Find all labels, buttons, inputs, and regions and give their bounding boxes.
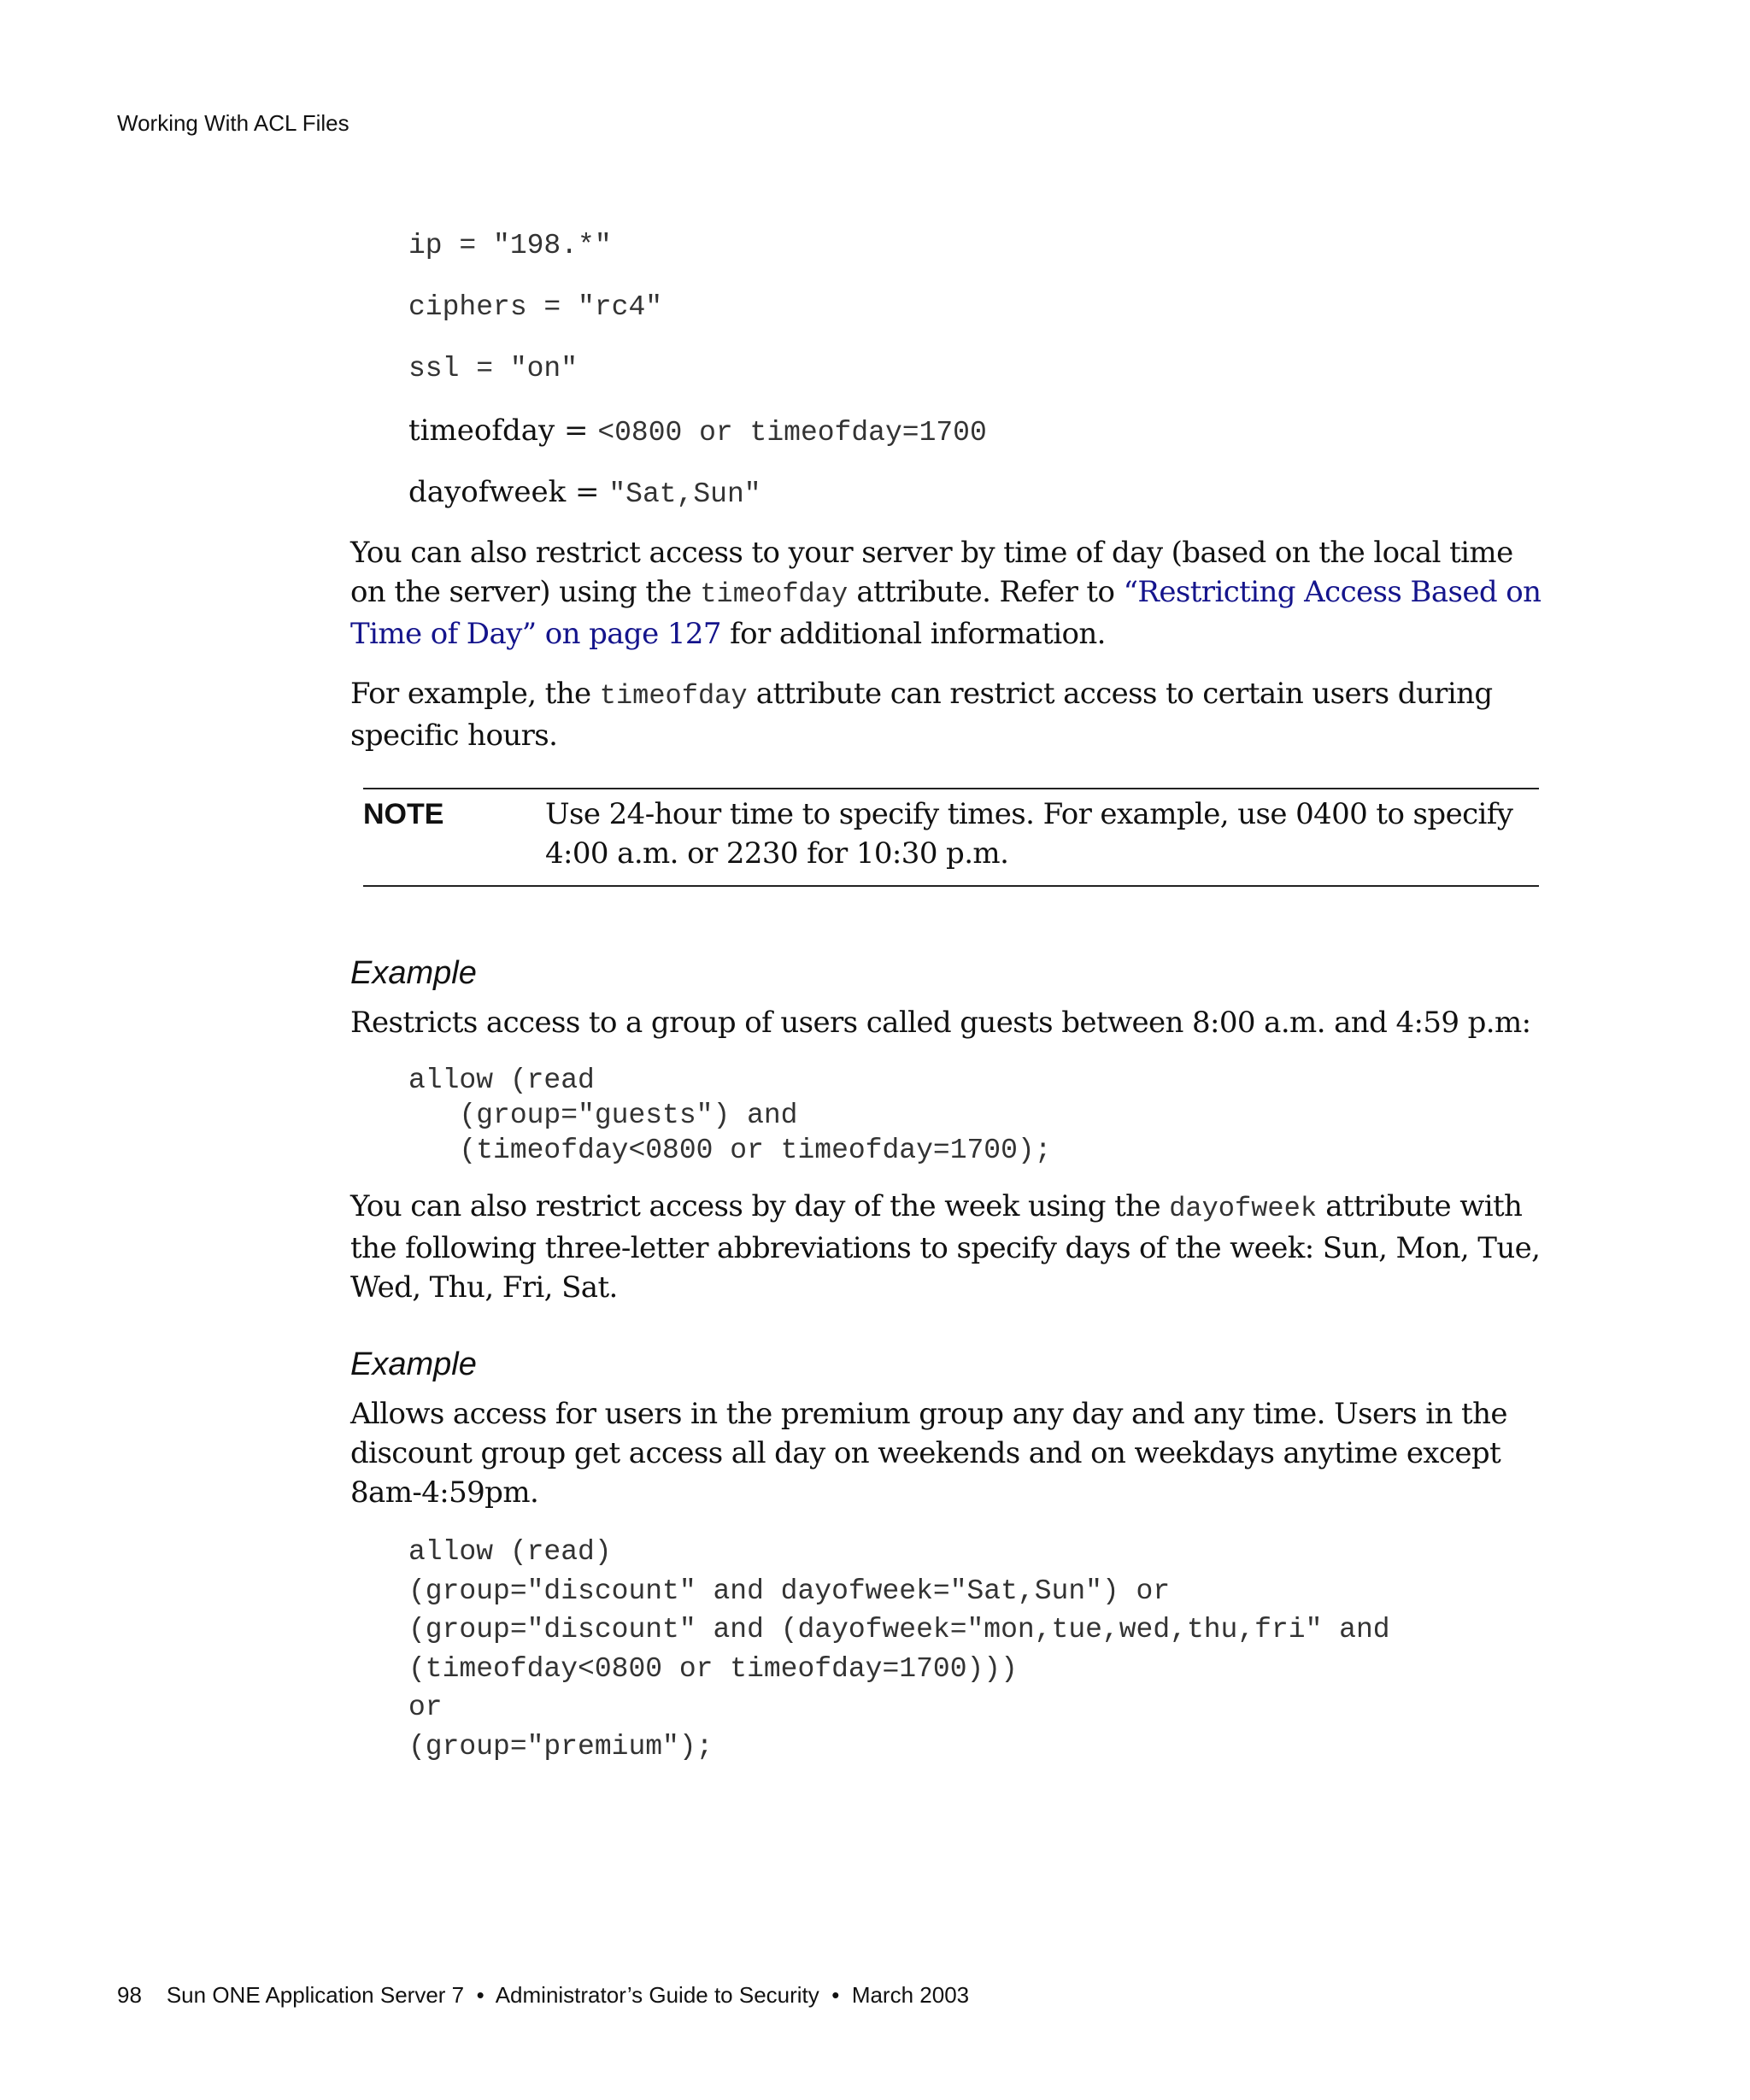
text: attribute with the following three-letter abbreviations to specify days of the week: Sun, Mon, Tue, Wed, Thu, Fri, Sat.	[350, 1189, 1541, 1305]
separator: •	[831, 1982, 840, 2008]
page-footer	[117, 1982, 969, 2009]
code-line-ssl	[408, 349, 1542, 410]
text: attribute can restrict access to certain users during specific hours.	[350, 677, 1493, 753]
running-head: Working With ACL Files	[117, 110, 349, 136]
code-block-guests: allow (read (group="guests") and (timeofday<0800 or timeofday=1700);	[408, 1065, 1052, 1166]
note-label: NOTE	[363, 798, 444, 830]
inline-code: dayofweek	[1169, 1193, 1318, 1224]
example-description: Allows access for users in the premium group any day and any time. Users in the discount group get access all day on weekends and on weekdays anytime except 8am-4:59pm.	[350, 1397, 1507, 1510]
paragraph-example-intro	[350, 674, 1542, 755]
code-text: ip = "198.*"	[408, 230, 612, 261]
code-text: ciphers = "rc4"	[408, 291, 663, 323]
paragraph-dayofweek	[350, 1187, 1542, 1307]
text: You can also restrict access by day of the week using the	[350, 1189, 1170, 1223]
text: attribute. Refer to	[848, 575, 1124, 609]
attr-name: timeofday	[408, 414, 555, 448]
example-heading: Example	[350, 1346, 477, 1382]
page-content	[350, 226, 1542, 1785]
text: for additional information.	[720, 617, 1106, 651]
separator: •	[476, 1982, 484, 2008]
guide-title: Administrator’s Guide to Security	[495, 1982, 819, 2008]
example-description: Restricts access to a group of users called guests between 8:00 a.m. and 4:59 p.m:	[350, 1006, 1531, 1040]
attr-equals: =	[566, 475, 609, 509]
code-text: <0800 or timeofday=1700	[597, 417, 987, 449]
note-text: Use 24-hour time to specify times. For example, use 0400 to specify 4:00 a.m. or 2230 for 10:30 p.m.	[545, 797, 1513, 871]
text: For example, the	[350, 677, 600, 711]
inline-code: timeofday	[700, 578, 849, 610]
code-line-ip	[408, 226, 1542, 287]
publication-date: March 2003	[851, 1982, 970, 2008]
attr-name: dayofweek	[408, 475, 567, 509]
code-line-ciphers	[408, 287, 1542, 349]
code-line-dayofweek	[408, 472, 1542, 533]
inline-code: timeofday	[599, 680, 748, 712]
code-line-timeofday	[408, 410, 1542, 472]
example-heading: Example	[350, 955, 477, 991]
code-text: "Sat,Sun"	[608, 478, 761, 510]
note-box	[363, 788, 1539, 887]
code-block-premium: allow (read) (group="discount" and dayofweek="Sat,Sun") or (group="discount" and (dayofweek="mon,tue,wed,thu,fri" and (timeofday<0800 or timeofday=1700))) or (group="premium");	[408, 1536, 1390, 1763]
cross-reference-link[interactable]: “Restricting Access Based on Time of Day” on page 127	[350, 575, 1542, 651]
paragraph-time-of-day	[350, 533, 1542, 654]
book-title: Sun ONE Application Server 7	[166, 1982, 465, 2008]
attr-equals: =	[555, 414, 598, 448]
code-text: ssl = "on"	[408, 353, 578, 384]
text: You can also restrict access to your server by time of day (based on the local time on the server) using the	[350, 536, 1513, 609]
page-number: 98	[117, 1982, 142, 2008]
